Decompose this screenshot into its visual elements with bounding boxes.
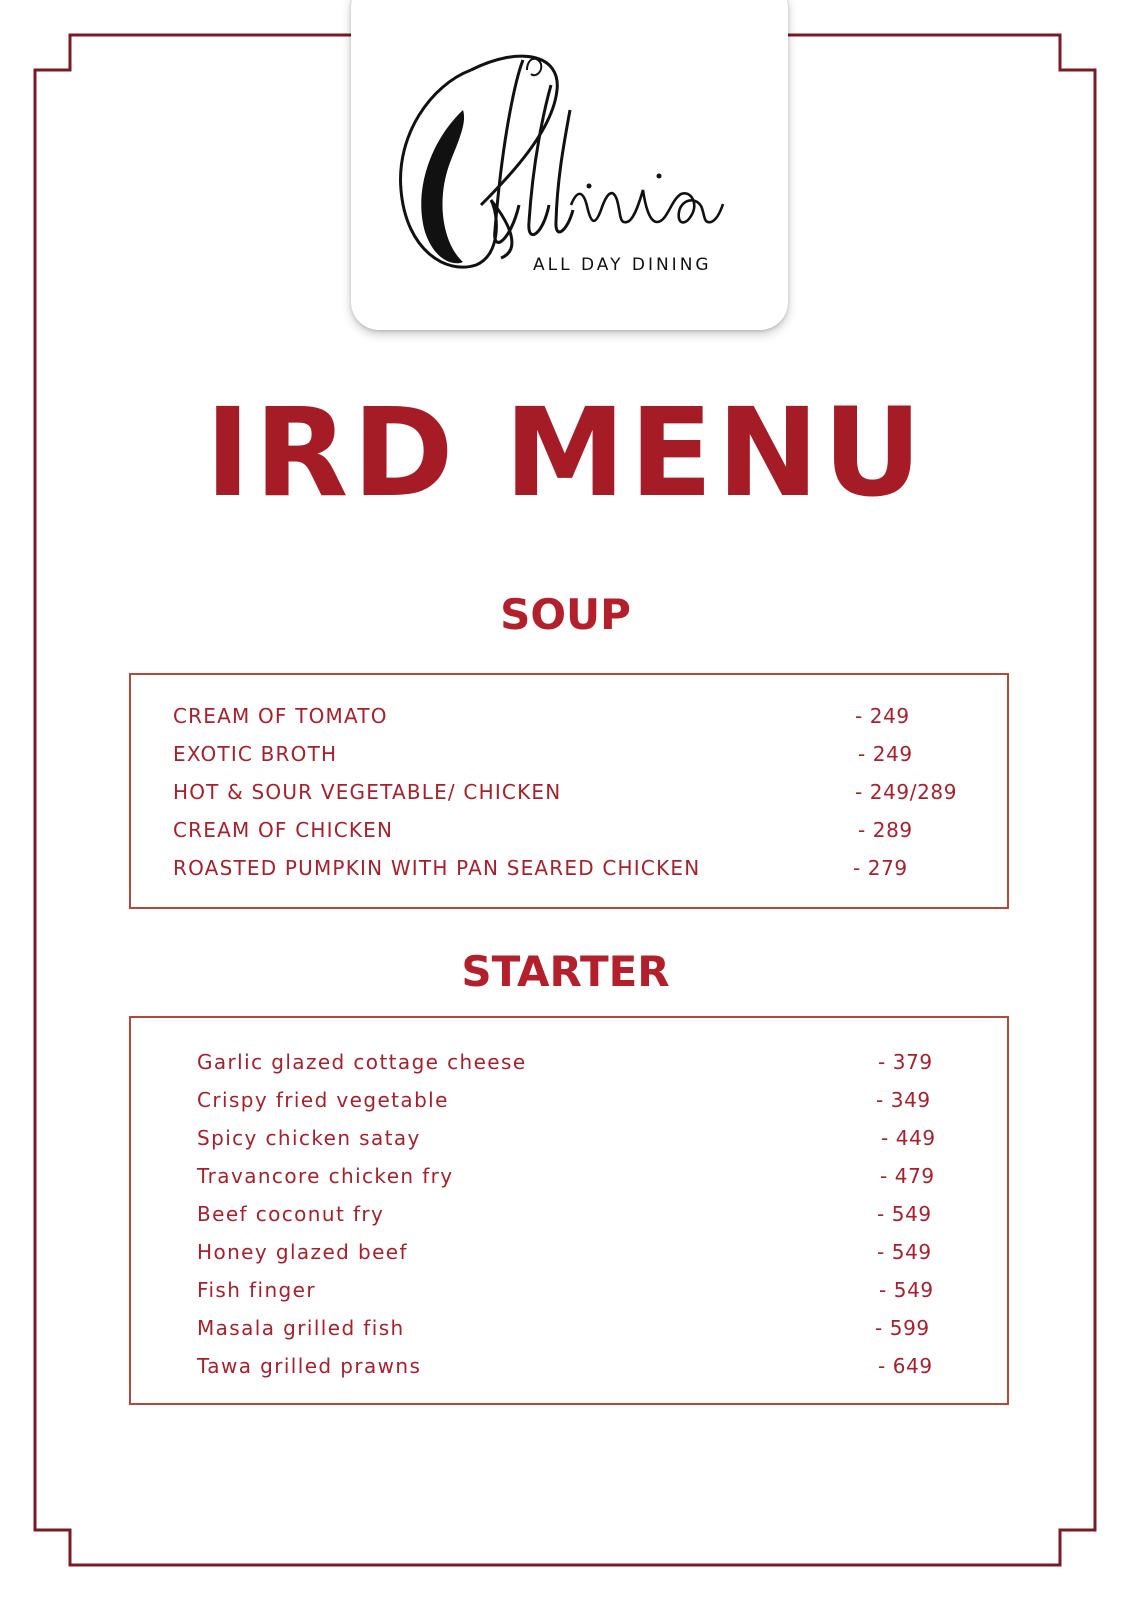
item-price: - 379: [878, 1050, 933, 1074]
item-name: Fish finger: [197, 1278, 316, 1302]
starter-menu-box: [129, 1016, 1009, 1405]
menu-item: [131, 1124, 1007, 1152]
item-name: Tawa grilled prawns: [197, 1354, 422, 1378]
soup-menu-box: [129, 673, 1009, 909]
menu-item: [131, 1276, 1007, 1304]
item-price: - 279: [853, 856, 908, 880]
item-price: - 549: [877, 1202, 932, 1226]
item-name: Crispy fried vegetable: [197, 1088, 449, 1112]
item-price: - 599: [875, 1316, 930, 1340]
item-name: Spicy chicken satay: [197, 1126, 421, 1150]
item-name: CREAM OF CHICKEN: [173, 818, 394, 842]
menu-item: [131, 816, 1007, 844]
menu-item: [131, 1048, 1007, 1076]
item-price: - 249: [855, 704, 910, 728]
item-name: Masala grilled fish: [197, 1316, 405, 1340]
item-price: - 479: [880, 1164, 935, 1188]
item-price: - 549: [879, 1278, 934, 1302]
item-price: - 349: [876, 1088, 931, 1112]
menu-item: [131, 854, 1007, 882]
item-price: - 649: [878, 1354, 933, 1378]
item-name: Travancore chicken fry: [197, 1164, 454, 1188]
item-price: - 249/289: [855, 780, 958, 804]
menu-item: [131, 1352, 1007, 1380]
menu-item: [131, 1200, 1007, 1228]
item-price: - 289: [858, 818, 913, 842]
menu-item: [131, 1238, 1007, 1266]
menu-item: [131, 1086, 1007, 1114]
logo-card: [351, 0, 788, 330]
menu-title: IRD MENU: [205, 382, 926, 524]
item-name: Garlic glazed cottage cheese: [197, 1050, 527, 1074]
item-name: EXOTIC BROTH: [173, 742, 338, 766]
menu-item: [131, 740, 1007, 768]
item-name: CREAM OF TOMATO: [173, 704, 388, 728]
item-name: Honey glazed beef: [197, 1240, 408, 1264]
menu-item: [131, 702, 1007, 730]
item-price: - 249: [858, 742, 913, 766]
item-name: Beef coconut fry: [197, 1202, 385, 1226]
logo-tagline: ALL DAY DINING: [533, 255, 712, 275]
item-price: - 449: [881, 1126, 936, 1150]
menu-item: [131, 1314, 1007, 1342]
menu-item: [131, 778, 1007, 806]
item-name: HOT & SOUR VEGETABLE/ CHICKEN: [173, 780, 562, 804]
section-title-soup: SOUP: [500, 590, 631, 639]
section-title-starter: STARTER: [461, 947, 670, 996]
item-price: - 549: [877, 1240, 932, 1264]
menu-item: [131, 1162, 1007, 1190]
item-name: ROASTED PUMPKIN WITH PAN SEARED CHICKEN: [173, 856, 701, 880]
